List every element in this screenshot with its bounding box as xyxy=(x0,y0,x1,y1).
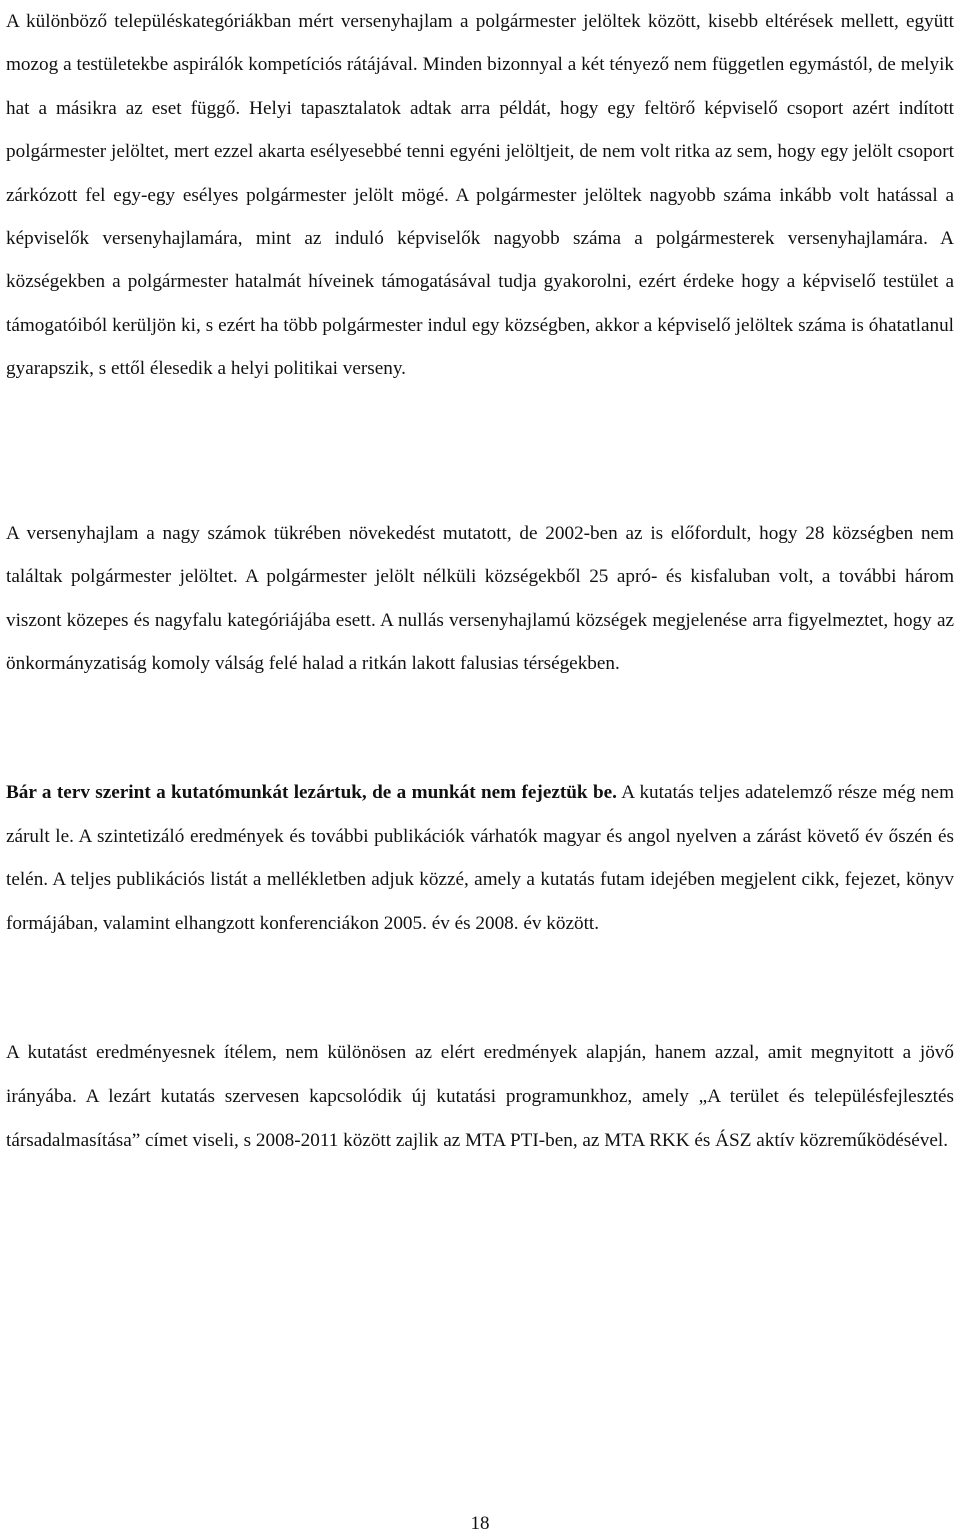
paragraph-research-status-bold: Bár a terv szerint a kutatómunkát lezártuk, de a munkát nem fejeztük be. xyxy=(6,782,617,803)
paragraph-research-status-text: A kutatás teljes adatelemző része még nem zárult le. A szintetizáló eredmények és további publikációk várhatók magyar és angol nyelven a zárást követő év őszén és telén. A teljes publikációs listát a mellékletben adjuk közzé, amely a kutatás futam idejében megjelent cikk, fejezet, könyv formájában, valamint elhangzott konferenciákon 2005. év és 2008. év között. xyxy=(6,782,954,934)
paragraph-research-evaluation: A kutatást eredményesnek ítélem, nem különösen az elért eredmények alapján, hanem azzal, amit megnyitott a jövő irányába. A lezárt kutatás szervesen kapcsolódik új kutatási programunkhoz, amely „A terület és településfejlesztés társadalmasítása” címet viseli, s 2008-2011 között zajlik az MTA PTI-ben, az MTA RKK és ÁSZ aktív közreműködésével. xyxy=(6,1042,954,1151)
paragraph-no-mayor-candidates: A versenyhajlam a nagy számok tükrében növekedést mutatott, de 2002-ben az is előfordult, hogy 28 községben nem találtak polgármester jelöltet. A polgármester jelölt nélküli községekből 25 apró- és kisfaluban volt, a további három viszont közepes és nagyfalu kategóriájába esett. A nullás versenyhajlamú községek megjelenése arra figyelmeztet, hogy az önkormányzatiság komoly válság felé halad a ritkán lakott falusias térségekben. xyxy=(6,523,954,674)
page-number: 18 xyxy=(470,1513,490,1534)
paragraph-research-status xyxy=(6,771,954,945)
paragraph-competition-tendency: A különböző településkategóriákban mért versenyhajlam a polgármester jelöltek között, kisebb eltérések mellett, együtt mozog a testületekbe aspirálók kompetíciós rátájával. Minden bizonnyal a két tényező nem független egymástól, de melyik hat a másikra az eset függő. Helyi tapasztalatok adtak arra példát, hogy egy feltörő képviselő csoport azért indított polgármester jelöltet, mert ezzel akarta esélyesebbé tenni egyéni jelöltjeit, de nem volt ritka az sem, hogy egy jelölt csoport zárkózott fel egy-egy esélyes polgármester jelölt mögé. A polgármester jelöltek nagyobb száma inkább volt hatással a képviselők versenyhajlamára, mint az induló képviselők nagyobb száma a polgármesterek versenyhajlamára. A községekben a polgármester hatalmát híveinek támogatásával tudja gyakorolni, ezért érdeke hogy a képviselő testület a támogatóiból kerüljön ki, s ezért ha több polgármester indul egy községben, akkor a képviselő jelöltek száma is óhatatlanul gyarapszik, s ettől élesedik a helyi politikai verseny. xyxy=(6,11,954,380)
